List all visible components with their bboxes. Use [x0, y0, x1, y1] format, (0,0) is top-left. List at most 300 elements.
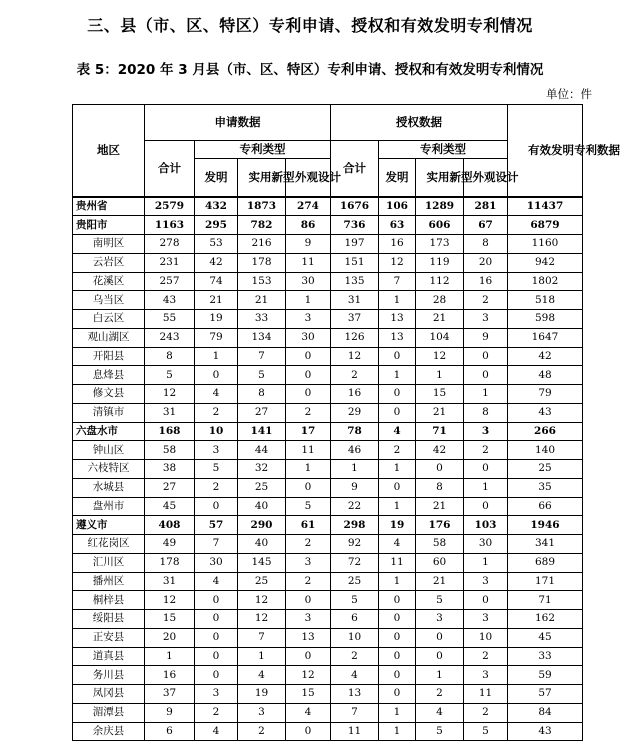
value-cell: 2579: [145, 197, 195, 216]
value-cell: 178: [145, 553, 195, 572]
value-cell: 60: [416, 553, 464, 572]
value-cell: 1: [379, 366, 416, 385]
region-name-cell: 汇川区: [73, 553, 145, 572]
value-cell: 1647: [508, 328, 583, 347]
value-cell: 153: [238, 272, 286, 291]
value-cell: 295: [195, 216, 238, 235]
value-cell: 7: [195, 535, 238, 554]
value-cell: 0: [464, 591, 508, 610]
header-region: 地区: [73, 105, 145, 197]
value-cell: 0: [416, 628, 464, 647]
value-cell: 257: [145, 272, 195, 291]
value-cell: 274: [286, 197, 331, 216]
value-cell: 25: [508, 460, 583, 479]
header-app-utility: 实用新型: [238, 159, 286, 197]
value-cell: 1: [379, 703, 416, 722]
value-cell: 4: [195, 722, 238, 741]
value-cell: 49: [145, 535, 195, 554]
value-cell: 40: [238, 497, 286, 516]
value-cell: 21: [416, 572, 464, 591]
value-cell: 281: [464, 197, 508, 216]
value-cell: 43: [508, 722, 583, 741]
region-name-cell: 息烽县: [73, 366, 145, 385]
value-cell: 30: [195, 553, 238, 572]
header-app-total: 合计: [145, 141, 195, 197]
value-cell: 19: [238, 685, 286, 704]
value-cell: 2: [195, 403, 238, 422]
value-cell: 736: [331, 216, 379, 235]
region-name-cell: 湄潭县: [73, 703, 145, 722]
value-cell: 1: [379, 572, 416, 591]
value-cell: 5: [238, 366, 286, 385]
value-cell: 63: [379, 216, 416, 235]
value-cell: 0: [379, 385, 416, 404]
region-name-cell: 正安县: [73, 628, 145, 647]
value-cell: 173: [416, 235, 464, 254]
region-name-cell: 观山湖区: [73, 328, 145, 347]
value-cell: 15: [416, 385, 464, 404]
value-cell: 67: [464, 216, 508, 235]
value-cell: 79: [508, 385, 583, 404]
table-row: [73, 235, 583, 254]
value-cell: 290: [238, 516, 286, 535]
value-cell: 43: [508, 403, 583, 422]
value-cell: 16: [145, 666, 195, 685]
value-cell: 3: [195, 685, 238, 704]
value-cell: 45: [145, 497, 195, 516]
region-name-cell: 开阳县: [73, 347, 145, 366]
table-row: [73, 628, 583, 647]
value-cell: 0: [286, 647, 331, 666]
value-cell: 92: [331, 535, 379, 554]
region-name-cell: 六盘水市: [73, 422, 145, 441]
value-cell: 2: [464, 441, 508, 460]
value-cell: 35: [508, 478, 583, 497]
value-cell: 3: [286, 610, 331, 629]
value-cell: 10: [464, 628, 508, 647]
table-row: [73, 722, 583, 741]
header-grant-utility: 实用新型: [416, 159, 464, 197]
value-cell: 2: [464, 647, 508, 666]
value-cell: 243: [145, 328, 195, 347]
region-name-cell: 花溪区: [73, 272, 145, 291]
value-cell: 3: [286, 553, 331, 572]
value-cell: 1: [379, 460, 416, 479]
value-cell: 8: [464, 235, 508, 254]
region-name-cell: 钟山区: [73, 441, 145, 460]
value-cell: 145: [238, 553, 286, 572]
table-row: [73, 366, 583, 385]
value-cell: 266: [508, 422, 583, 441]
value-cell: 11437: [508, 197, 583, 216]
value-cell: 13: [379, 328, 416, 347]
value-cell: 86: [286, 216, 331, 235]
header-grant-patent-type: 专利类型: [379, 141, 508, 159]
value-cell: 134: [238, 328, 286, 347]
value-cell: 7: [331, 703, 379, 722]
value-cell: 15: [145, 610, 195, 629]
value-cell: 140: [508, 441, 583, 460]
value-cell: 10: [331, 628, 379, 647]
value-cell: 20: [464, 253, 508, 272]
value-cell: 3: [416, 610, 464, 629]
value-cell: 58: [145, 441, 195, 460]
value-cell: 30: [286, 328, 331, 347]
table-row: [73, 535, 583, 554]
value-cell: 8: [145, 347, 195, 366]
value-cell: 2: [379, 441, 416, 460]
table-row: [73, 572, 583, 591]
region-name-cell: 凤冈县: [73, 685, 145, 704]
value-cell: 11: [286, 441, 331, 460]
value-cell: 2: [464, 291, 508, 310]
value-cell: 61: [286, 516, 331, 535]
value-cell: 1: [379, 291, 416, 310]
value-cell: 3: [464, 572, 508, 591]
value-cell: 151: [331, 253, 379, 272]
value-cell: 19: [379, 516, 416, 535]
city-summary-row: [73, 422, 583, 441]
value-cell: 5: [331, 591, 379, 610]
value-cell: 0: [286, 366, 331, 385]
value-cell: 21: [416, 497, 464, 516]
value-cell: 40: [238, 535, 286, 554]
value-cell: 11: [286, 253, 331, 272]
value-cell: 13: [331, 685, 379, 704]
value-cell: 432: [195, 197, 238, 216]
value-cell: 1946: [508, 516, 583, 535]
value-cell: 84: [508, 703, 583, 722]
value-cell: 11: [379, 553, 416, 572]
value-cell: 57: [195, 516, 238, 535]
value-cell: 43: [145, 291, 195, 310]
value-cell: 1676: [331, 197, 379, 216]
value-cell: 1: [416, 666, 464, 685]
value-cell: 104: [416, 328, 464, 347]
value-cell: 3: [464, 310, 508, 329]
header-applications: 申请数据: [145, 105, 331, 141]
value-cell: 12: [145, 385, 195, 404]
value-cell: 2: [331, 366, 379, 385]
value-cell: 1160: [508, 235, 583, 254]
value-cell: 689: [508, 553, 583, 572]
value-cell: 1: [286, 291, 331, 310]
city-summary-row: [73, 216, 583, 235]
value-cell: 8: [464, 403, 508, 422]
value-cell: 0: [379, 403, 416, 422]
value-cell: 0: [195, 628, 238, 647]
value-cell: 3: [464, 422, 508, 441]
table-row: [73, 703, 583, 722]
value-cell: 44: [238, 441, 286, 460]
value-cell: 1: [416, 366, 464, 385]
value-cell: 3: [286, 310, 331, 329]
value-cell: 9: [331, 478, 379, 497]
header-app-invention: 发明: [195, 159, 238, 197]
value-cell: 16: [331, 385, 379, 404]
value-cell: 1: [379, 722, 416, 741]
value-cell: 31: [145, 403, 195, 422]
value-cell: 25: [238, 478, 286, 497]
value-cell: 46: [331, 441, 379, 460]
value-cell: 78: [331, 422, 379, 441]
table-row: [73, 610, 583, 629]
value-cell: 71: [508, 591, 583, 610]
value-cell: 5: [416, 591, 464, 610]
value-cell: 408: [145, 516, 195, 535]
patent-statistics-table: [72, 104, 620, 741]
value-cell: 168: [145, 422, 195, 441]
value-cell: 21: [416, 310, 464, 329]
value-cell: 0: [286, 722, 331, 741]
value-cell: 12: [145, 591, 195, 610]
value-cell: 22: [331, 497, 379, 516]
value-cell: 19: [195, 310, 238, 329]
value-cell: 21: [416, 403, 464, 422]
value-cell: 3: [195, 441, 238, 460]
value-cell: 20: [145, 628, 195, 647]
value-cell: 2: [464, 703, 508, 722]
value-cell: 37: [331, 310, 379, 329]
header-grant-total: 合计: [331, 141, 379, 197]
value-cell: 33: [238, 310, 286, 329]
value-cell: 1: [464, 553, 508, 572]
value-cell: 29: [331, 403, 379, 422]
value-cell: 45: [508, 628, 583, 647]
value-cell: 1: [286, 460, 331, 479]
value-cell: 72: [331, 553, 379, 572]
value-cell: 55: [145, 310, 195, 329]
value-cell: 1873: [238, 197, 286, 216]
region-name-cell: 红花岗区: [73, 535, 145, 554]
value-cell: 30: [464, 535, 508, 554]
value-cell: 59: [508, 666, 583, 685]
value-cell: 0: [464, 347, 508, 366]
region-name-cell: 贵州省: [73, 197, 145, 216]
value-cell: 31: [145, 572, 195, 591]
region-name-cell: 修文县: [73, 385, 145, 404]
value-cell: 231: [145, 253, 195, 272]
value-cell: 12: [416, 347, 464, 366]
value-cell: 0: [379, 478, 416, 497]
value-cell: 4: [238, 666, 286, 685]
value-cell: 106: [379, 197, 416, 216]
value-cell: 9: [145, 703, 195, 722]
value-cell: 9: [464, 328, 508, 347]
table-row: [73, 685, 583, 704]
value-cell: 8: [238, 385, 286, 404]
value-cell: 10: [195, 422, 238, 441]
value-cell: 4: [379, 422, 416, 441]
value-cell: 1: [195, 347, 238, 366]
value-cell: 112: [416, 272, 464, 291]
value-cell: 42: [195, 253, 238, 272]
value-cell: 135: [331, 272, 379, 291]
table-row: [73, 591, 583, 610]
value-cell: 0: [286, 347, 331, 366]
value-cell: 298: [331, 516, 379, 535]
value-cell: 2: [238, 722, 286, 741]
value-cell: 4: [331, 666, 379, 685]
value-cell: 0: [286, 385, 331, 404]
table-row: [73, 385, 583, 404]
value-cell: 0: [379, 666, 416, 685]
value-cell: 27: [238, 403, 286, 422]
value-cell: 141: [238, 422, 286, 441]
value-cell: 53: [195, 235, 238, 254]
value-cell: 42: [416, 441, 464, 460]
section-heading: 三、县（市、区、特区）专利申请、授权和有效发明专利情况: [87, 16, 533, 35]
region-name-cell: 水城县: [73, 478, 145, 497]
value-cell: 12: [238, 591, 286, 610]
value-cell: 12: [238, 610, 286, 629]
province-summary-row: [73, 197, 583, 216]
table-row: [73, 666, 583, 685]
value-cell: 6: [145, 722, 195, 741]
value-cell: 7: [238, 628, 286, 647]
value-cell: 2: [331, 647, 379, 666]
value-cell: 1: [464, 385, 508, 404]
value-cell: 0: [379, 685, 416, 704]
region-name-cell: 白云区: [73, 310, 145, 329]
value-cell: 0: [195, 591, 238, 610]
table-row: [73, 478, 583, 497]
header-grant-design: 外观设计: [464, 159, 508, 197]
value-cell: 4: [195, 572, 238, 591]
table-row: [73, 253, 583, 272]
value-cell: 0: [379, 591, 416, 610]
value-cell: 0: [379, 628, 416, 647]
value-cell: 0: [416, 647, 464, 666]
value-cell: 13: [286, 628, 331, 647]
value-cell: 278: [145, 235, 195, 254]
table-row: [73, 310, 583, 329]
table-row: [73, 328, 583, 347]
value-cell: 197: [331, 235, 379, 254]
value-cell: 1163: [145, 216, 195, 235]
table-row: [73, 441, 583, 460]
value-cell: 4: [416, 703, 464, 722]
value-cell: 176: [416, 516, 464, 535]
value-cell: 4: [286, 703, 331, 722]
region-name-cell: 南明区: [73, 235, 145, 254]
table-row: [73, 272, 583, 291]
city-summary-row: [73, 516, 583, 535]
value-cell: 25: [331, 572, 379, 591]
value-cell: 0: [195, 610, 238, 629]
value-cell: 12: [286, 666, 331, 685]
value-cell: 1: [145, 647, 195, 666]
region-name-cell: 盘州市: [73, 497, 145, 516]
table-row: [73, 460, 583, 479]
value-cell: 32: [238, 460, 286, 479]
region-name-cell: 清镇市: [73, 403, 145, 422]
value-cell: 0: [464, 497, 508, 516]
region-name-cell: 云岩区: [73, 253, 145, 272]
value-cell: 7: [238, 347, 286, 366]
region-name-cell: 播州区: [73, 572, 145, 591]
value-cell: 7: [379, 272, 416, 291]
value-cell: 0: [286, 478, 331, 497]
value-cell: 33: [508, 647, 583, 666]
value-cell: 0: [195, 647, 238, 666]
value-cell: 31: [331, 291, 379, 310]
header-valid-invention: 有效发明专利数据: [508, 105, 583, 197]
value-cell: 2: [195, 703, 238, 722]
table-row: [73, 647, 583, 666]
value-cell: 782: [238, 216, 286, 235]
value-cell: 28: [416, 291, 464, 310]
value-cell: 1: [464, 478, 508, 497]
value-cell: 79: [195, 328, 238, 347]
value-cell: 21: [238, 291, 286, 310]
value-cell: 9: [286, 235, 331, 254]
table-row: [73, 553, 583, 572]
value-cell: 0: [464, 460, 508, 479]
value-cell: 0: [379, 347, 416, 366]
value-cell: 11: [464, 685, 508, 704]
value-cell: 171: [508, 572, 583, 591]
value-cell: 12: [331, 347, 379, 366]
value-cell: 66: [508, 497, 583, 516]
table-row: [73, 347, 583, 366]
region-name-cell: 绥阳县: [73, 610, 145, 629]
value-cell: 42: [508, 347, 583, 366]
value-cell: 5: [286, 497, 331, 516]
header-grants: 授权数据: [331, 105, 508, 141]
header-app-design: 外观设计: [286, 159, 331, 197]
value-cell: 0: [464, 366, 508, 385]
value-cell: 71: [416, 422, 464, 441]
value-cell: 6879: [508, 216, 583, 235]
value-cell: 1: [331, 460, 379, 479]
value-cell: 2: [416, 685, 464, 704]
value-cell: 16: [379, 235, 416, 254]
value-cell: 74: [195, 272, 238, 291]
value-cell: 119: [416, 253, 464, 272]
value-cell: 58: [416, 535, 464, 554]
region-name-cell: 余庆县: [73, 722, 145, 741]
value-cell: 25: [238, 572, 286, 591]
value-cell: 13: [379, 310, 416, 329]
value-cell: 4: [379, 535, 416, 554]
region-name-cell: 遵义市: [73, 516, 145, 535]
value-cell: 48: [508, 366, 583, 385]
value-cell: 21: [195, 291, 238, 310]
header-app-patent-type: 专利类型: [195, 141, 331, 159]
table-row: [73, 403, 583, 422]
value-cell: 606: [416, 216, 464, 235]
value-cell: 5: [464, 722, 508, 741]
value-cell: 178: [238, 253, 286, 272]
value-cell: 2: [286, 535, 331, 554]
value-cell: 27: [145, 478, 195, 497]
region-name-cell: 乌当区: [73, 291, 145, 310]
value-cell: 1802: [508, 272, 583, 291]
value-cell: 38: [145, 460, 195, 479]
table-body: [73, 197, 583, 741]
value-cell: 57: [508, 685, 583, 704]
region-name-cell: 六枝特区: [73, 460, 145, 479]
value-cell: 1: [379, 497, 416, 516]
value-cell: 0: [416, 460, 464, 479]
region-name-cell: 道真县: [73, 647, 145, 666]
value-cell: 3: [464, 666, 508, 685]
value-cell: 103: [464, 516, 508, 535]
value-cell: 2: [286, 403, 331, 422]
table-row: [73, 291, 583, 310]
value-cell: 15: [286, 685, 331, 704]
